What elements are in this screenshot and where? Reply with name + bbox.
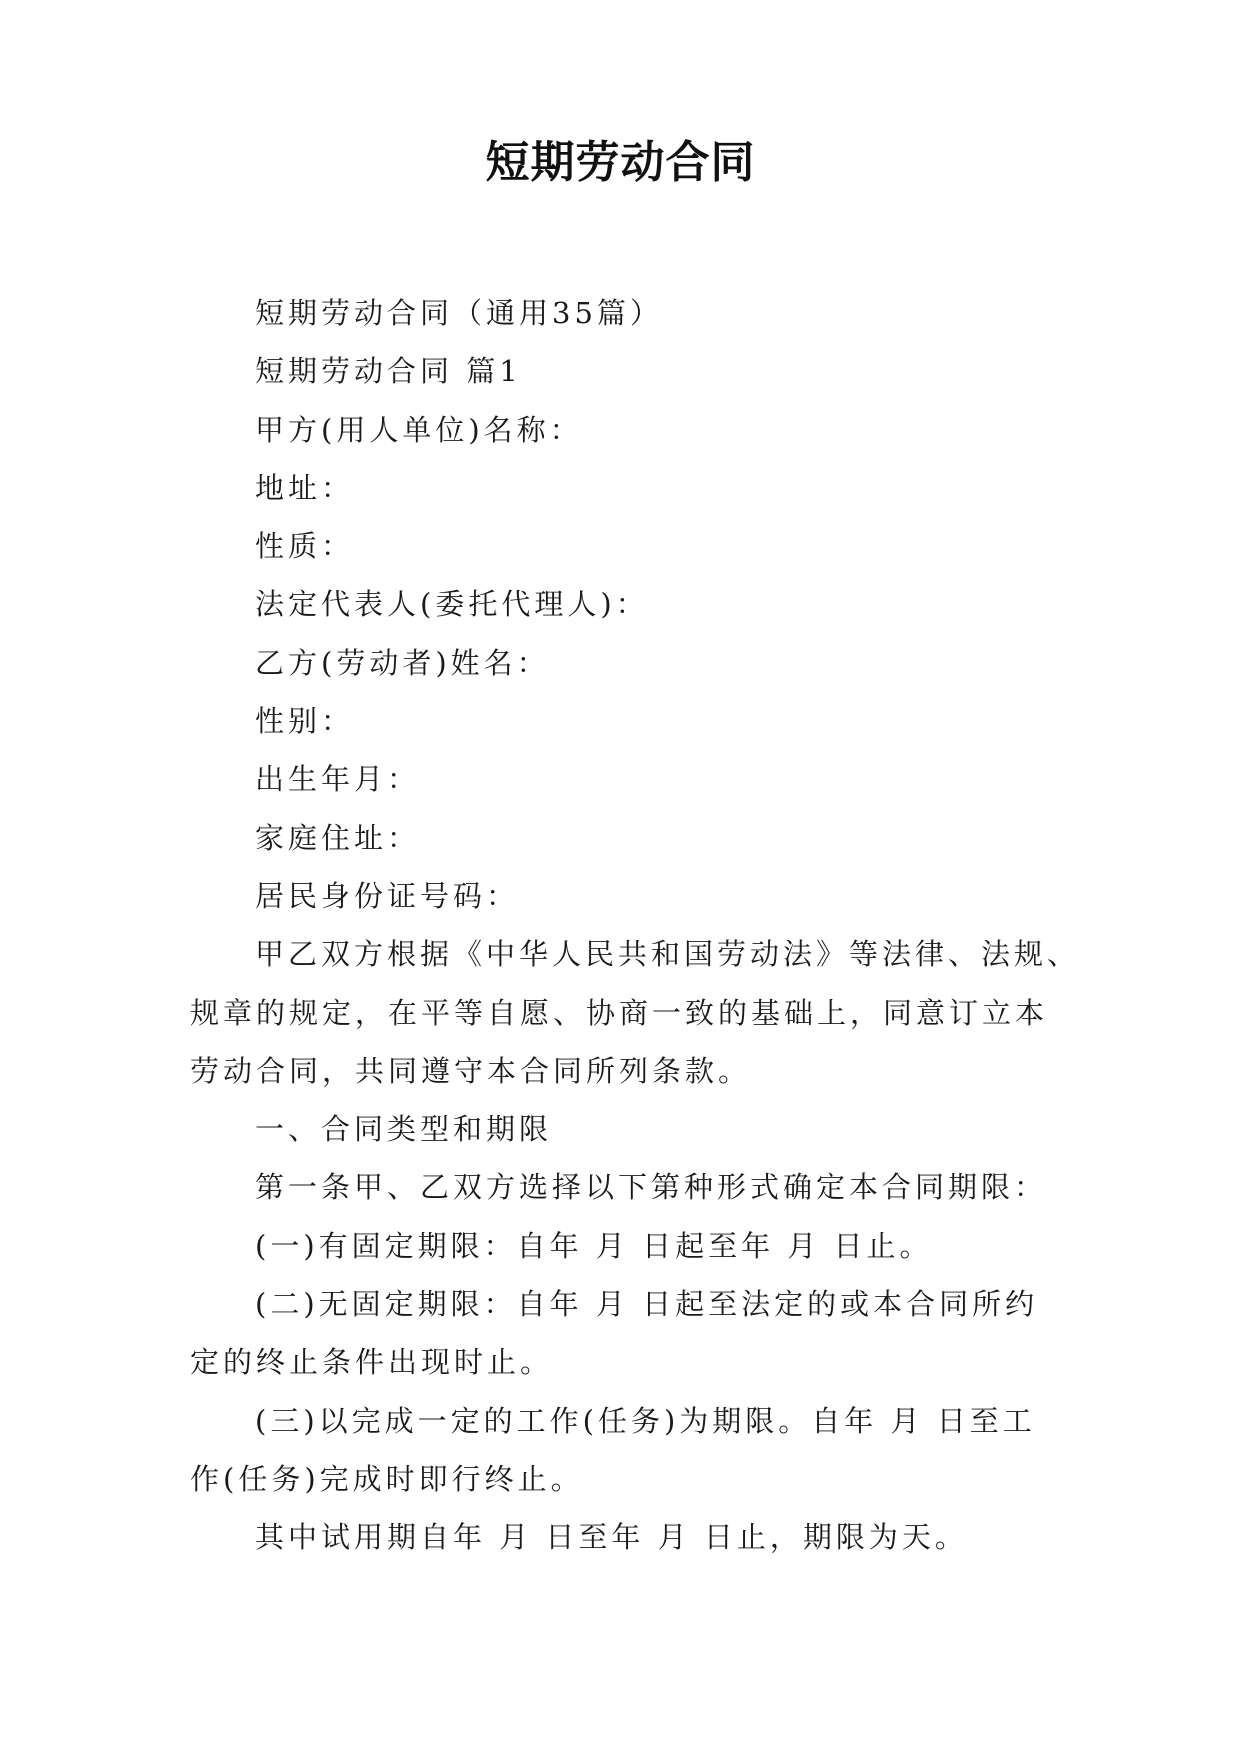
paragraph-line: (二)无固定期限：自年 月 日起至法定的或本合同所约 <box>255 1287 1039 1322</box>
paragraph-line: 短期劳动合同 篇1 <box>255 354 522 389</box>
paragraph-line: (一)有固定期限：自年 月 日起至年 月 日止。 <box>255 1228 933 1263</box>
field-label-gender: 性别： <box>255 704 355 739</box>
field-label-birth-date: 出生年月： <box>255 762 421 797</box>
section-heading: 一、合同类型和期限 <box>255 1112 553 1147</box>
field-label-party-b-name: 乙方(劳动者)姓名： <box>255 645 550 680</box>
paragraph-line: 定的终止条件出现时止。 <box>190 1345 554 1380</box>
paragraph-line: 劳动合同，共同遵守本合同所列条款。 <box>190 1053 752 1088</box>
field-label-nature: 性质： <box>255 529 355 564</box>
paragraph-line: 短期劳动合同（通用35篇） <box>255 296 663 330</box>
field-label-legal-representative: 法定代表人(委托代理人)： <box>255 587 649 622</box>
field-label-home-address: 家庭住址： <box>255 820 421 855</box>
document-body <box>190 284 1080 1567</box>
paragraph-line: 第一条甲、乙双方选择以下第种形式确定本合同期限： <box>255 1170 1048 1205</box>
paragraph-line: 甲乙双方根据《中华人民共和国劳动法》等法律、法规、 <box>255 937 1081 972</box>
paragraph-line: 作(任务)完成时即行终止。 <box>190 1461 584 1496</box>
field-label-address: 地址： <box>255 470 355 505</box>
paragraph-line: (三)以完成一定的工作(任务)为期限。自年 月 日至工 <box>255 1403 1036 1438</box>
field-label-id-number: 居民身份证号码： <box>255 878 520 913</box>
field-label-party-a-name: 甲方(用人单位)名称： <box>255 412 583 447</box>
document-title: 短期劳动合同 <box>485 137 756 188</box>
paragraph-line: 其中试用期自年 月 日至年 月 日止，期限为天。 <box>255 1520 968 1555</box>
paragraph-line: 规章的规定，在平等自愿、协商一致的基础上，同意订立本 <box>190 995 1049 1030</box>
